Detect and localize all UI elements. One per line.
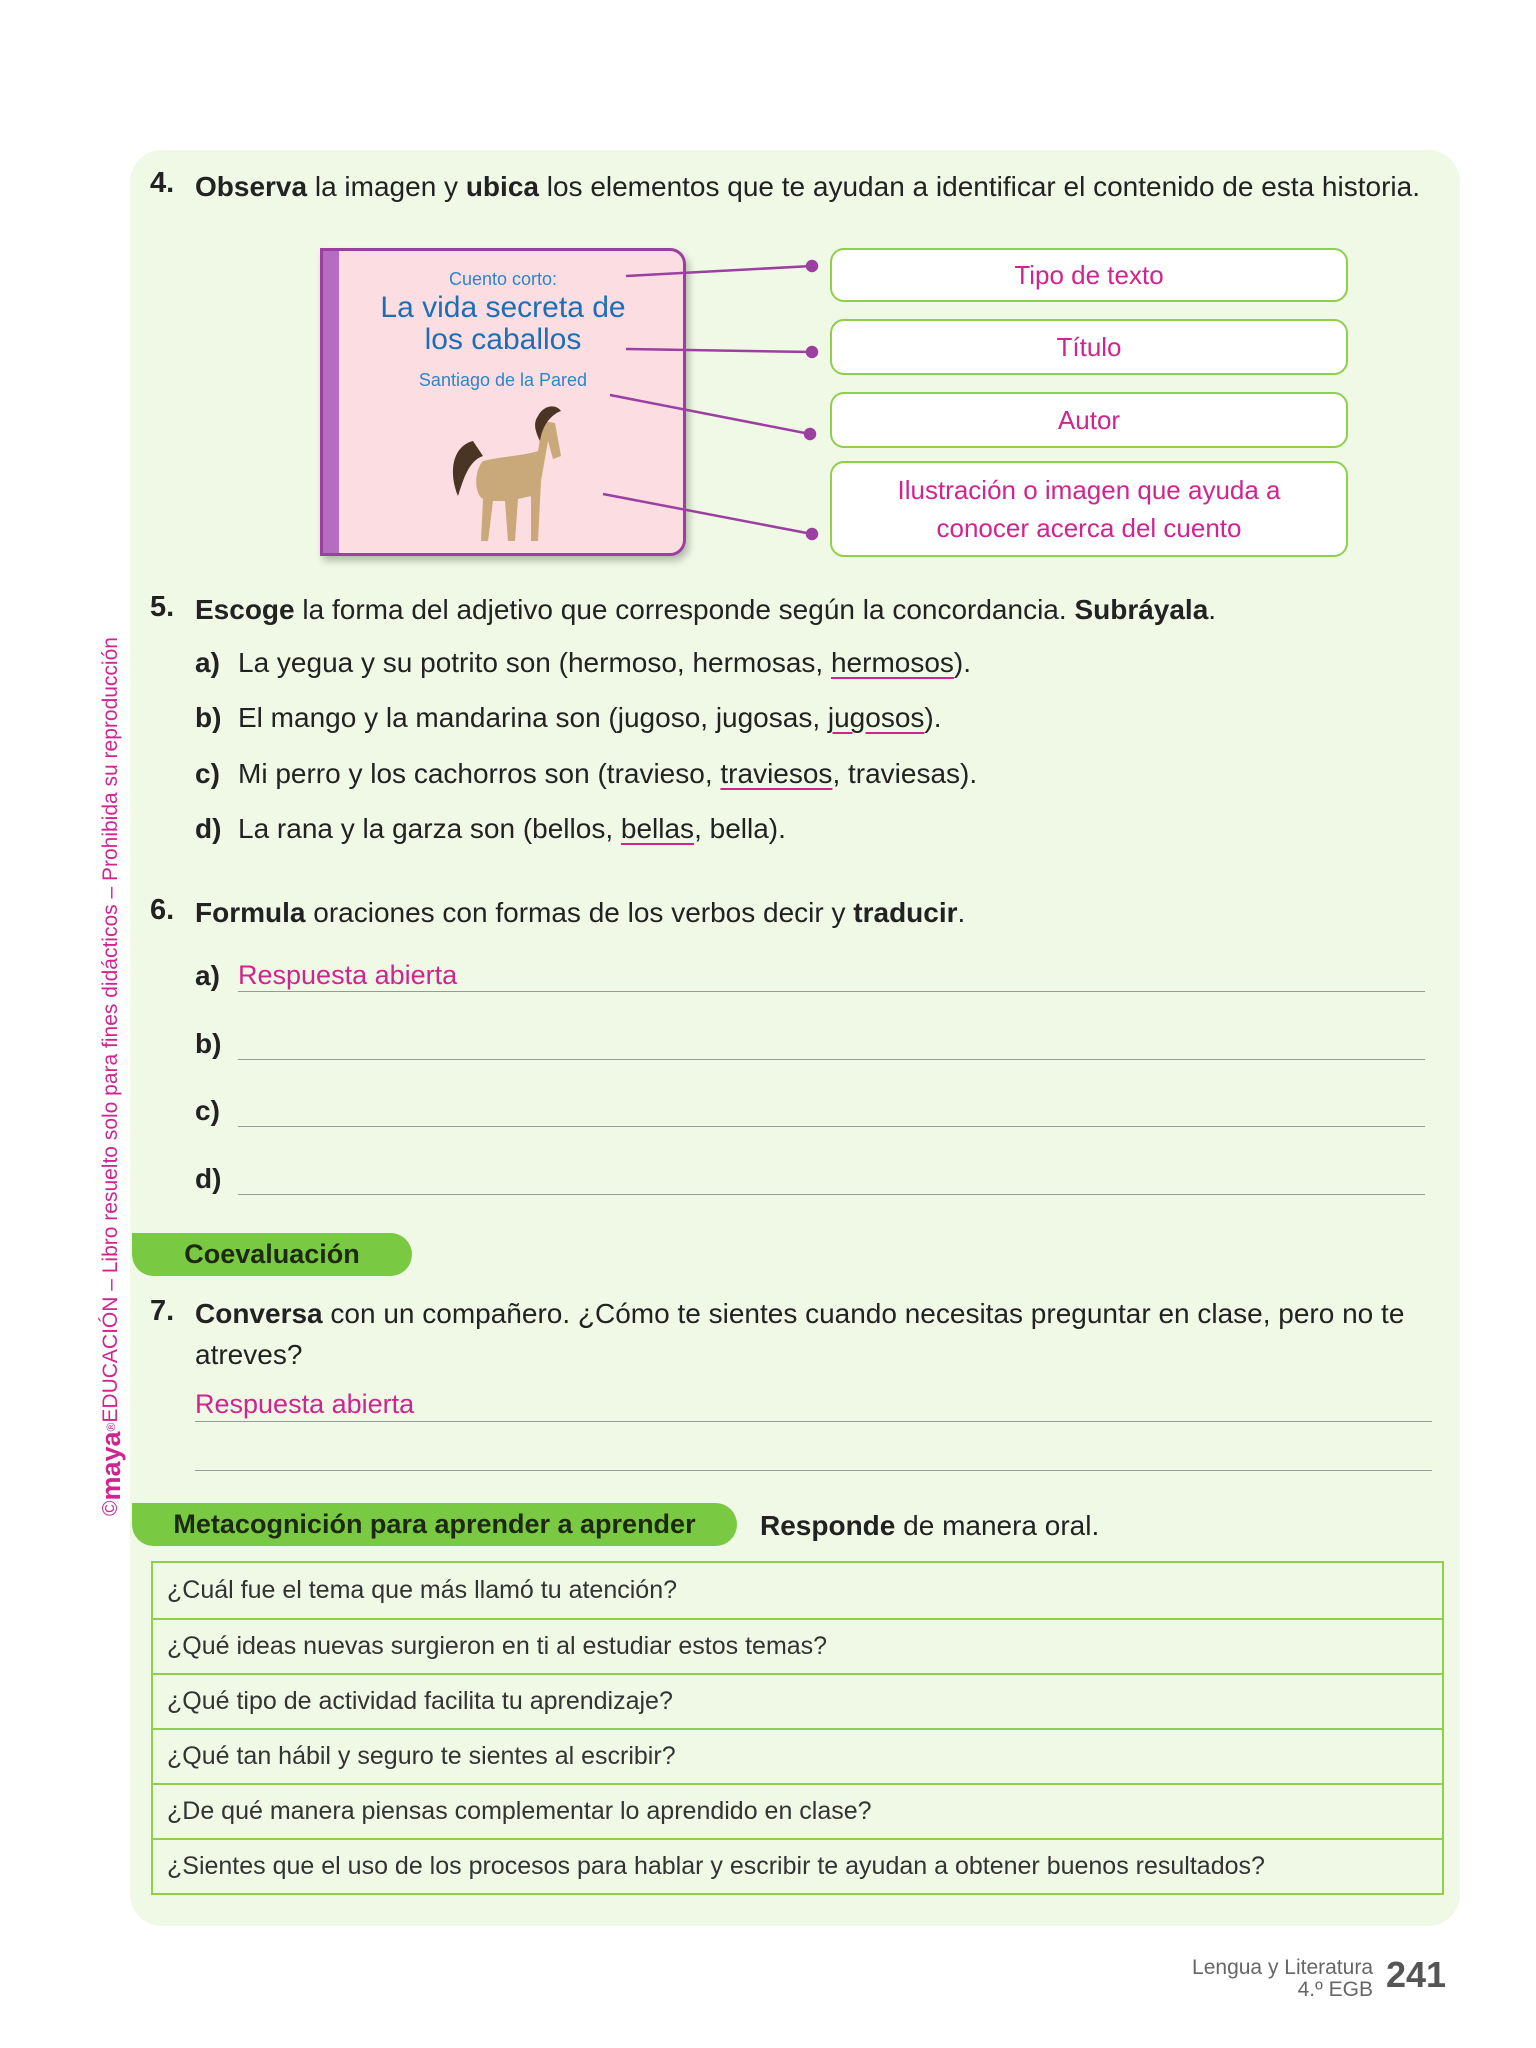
q6-line-d[interactable] <box>195 1163 1425 1195</box>
metacognicion-badge: Metacognición para aprender a aprender <box>132 1503 737 1546</box>
metacognition-table <box>151 1561 1444 1895</box>
item-letter: d) <box>195 813 222 844</box>
q5-prompt <box>195 589 1216 630</box>
coevaluacion-badge: Coevaluación <box>132 1233 412 1276</box>
underlined-answer: hermosos <box>830 647 954 678</box>
q5-verb1: Escoge <box>195 594 295 625</box>
subject-name: Lengua y Literatura <box>1192 1956 1373 1979</box>
q6-line-a[interactable] <box>195 960 1425 992</box>
line-letter: c) <box>195 1095 220 1126</box>
q7-answer-line-1[interactable]: Respuesta abierta <box>195 1389 1432 1422</box>
brand-logo: maya <box>95 1431 126 1501</box>
line-letter: b) <box>195 1028 222 1059</box>
q6-line-c[interactable] <box>195 1095 1425 1127</box>
underlined-answer: traviesos <box>720 758 833 789</box>
underlined-answer: bellas <box>620 813 695 844</box>
underlined-answer: jugosos <box>827 702 925 733</box>
q5-item-a <box>195 647 971 679</box>
item-text-end: ). <box>924 702 942 733</box>
q6-line-b[interactable] <box>195 1028 1425 1060</box>
item-text-end: ). <box>953 647 972 678</box>
q4-text1: la imagen y <box>307 171 466 202</box>
label-box-author: Autor <box>830 392 1348 448</box>
q5-text2: . <box>1208 594 1217 625</box>
line-letter: a) <box>195 960 220 991</box>
q4-text2: los elementos que te ayudan a identificar el contenido de esta historia. <box>538 171 1420 202</box>
item-letter: a) <box>195 647 220 678</box>
label-box-text-type: Tipo de texto <box>830 248 1348 302</box>
label-box-illustration: Ilustración o imagen que ayuda a conocer acerca del cuento <box>830 461 1348 557</box>
table-row: ¿De qué manera piensas complementar lo aprendido en clase? <box>153 1783 1442 1838</box>
q4-verb1: Observa <box>195 171 308 202</box>
table-row: ¿Qué tan hábil y seguro te sientes al escribir? <box>153 1728 1442 1783</box>
q4-verb2: ubica <box>465 171 539 202</box>
book-title: La vida secreta de los caballos <box>380 291 626 356</box>
answer-line[interactable] <box>238 1163 1425 1195</box>
label-box-title: Título <box>830 319 1348 375</box>
q5-item-c <box>195 758 977 790</box>
q6-text1: oraciones con formas de los verbos decir y <box>305 897 854 928</box>
q7-text: con un compañero. ¿Cómo te sientes cuando necesitas preguntar en clase, pero no te atreves? <box>195 1298 1405 1370</box>
q4-number: 4. <box>150 167 175 199</box>
line-letter: d) <box>195 1163 222 1194</box>
answer-line[interactable] <box>238 1095 1425 1127</box>
table-row: ¿Qué tipo de actividad facilita tu aprendizaje? <box>153 1673 1442 1728</box>
item-text-end: , bella). <box>694 813 786 844</box>
q5-text1: la forma del adjetivo que corresponde según la concordancia. <box>294 594 1075 625</box>
q7-verb: Conversa <box>195 1298 323 1329</box>
item-text: La rana y la garza son (bellos, <box>238 813 621 844</box>
footer-subject <box>1192 1957 1373 2001</box>
side-copyright <box>94 563 128 1516</box>
q6-text2: . <box>957 897 966 928</box>
registered-symbol: ® <box>104 1422 118 1432</box>
q6-prompt <box>195 892 965 933</box>
copyright-symbol: © <box>99 1500 122 1516</box>
side-note-text: EDUCACIÓN – Libro resuelto solo para fines didácticos – Prohibida su reproducción <box>99 637 122 1423</box>
page-number: 241 <box>1386 1954 1447 1995</box>
item-letter: b) <box>195 702 222 733</box>
grade-level: 4.º EGB <box>1297 1978 1373 2001</box>
item-text-end: , traviesas). <box>832 758 978 789</box>
item-letter: c) <box>195 758 220 789</box>
answer-line[interactable]: Respuesta abierta <box>238 960 1425 992</box>
item-text: Mi perro y los cachorros son (travieso, <box>238 758 721 789</box>
q6-verb1: Formula <box>195 897 306 928</box>
q5-number: 5. <box>150 591 175 623</box>
q7-number: 7. <box>150 1295 175 1327</box>
q5-item-b <box>195 702 942 734</box>
table-row: ¿Qué ideas nuevas surgieron en ti al estudiar estos temas? <box>153 1618 1442 1673</box>
q7-answer-line-2[interactable] <box>195 1438 1432 1471</box>
item-text: El mango y la mandarina son (jugoso, jugosas, <box>238 702 828 733</box>
meta-verb: Responde <box>760 1510 896 1541</box>
answer-line[interactable] <box>238 1028 1425 1060</box>
q6-verb2: traducir <box>853 897 958 928</box>
q5-item-d <box>195 813 786 845</box>
meta-instruction <box>760 1505 1099 1546</box>
q6-number: 6. <box>150 894 175 926</box>
q5-verb2: Subráyala <box>1074 594 1209 625</box>
book-type: Cuento corto: <box>448 269 558 289</box>
book-author: Santiago de la Pared <box>418 370 588 390</box>
meta-text: de manera oral. <box>895 1510 1100 1541</box>
q7-prompt <box>195 1293 1445 1375</box>
item-text: La yegua y su potrito son (hermoso, hermosas, <box>238 647 831 678</box>
table-row: ¿Cuál fue el tema que más llamó tu atención? <box>167 1576 677 1604</box>
table-row: ¿Sientes que el uso de los procesos para hablar y escribir te ayudan a obtener buenos resultados? <box>153 1838 1442 1893</box>
